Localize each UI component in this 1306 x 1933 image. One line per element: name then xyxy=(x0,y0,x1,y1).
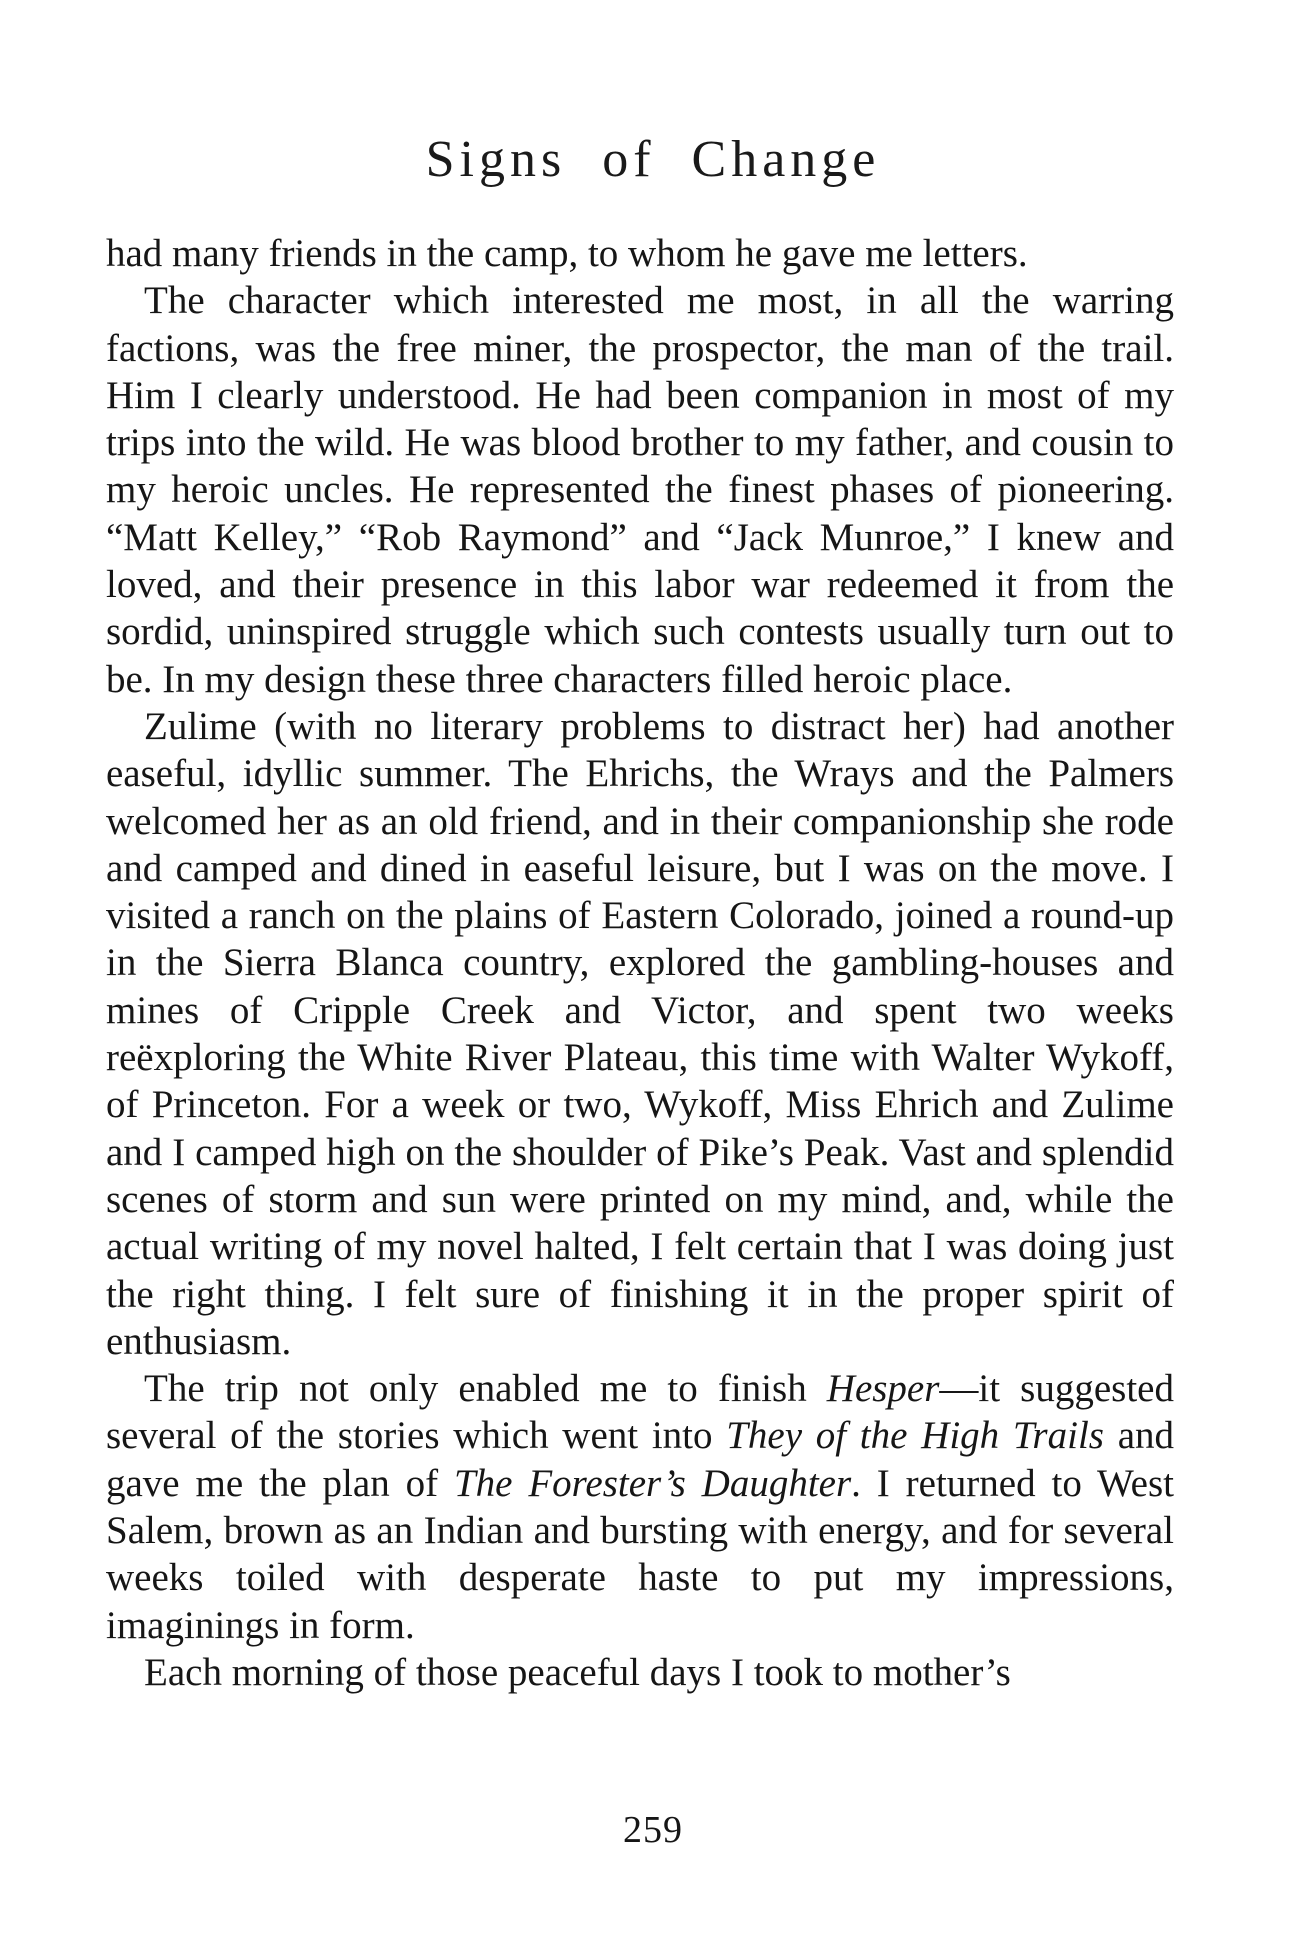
text-segment: Each morning of those peaceful days I took to mother’s xyxy=(144,1650,1011,1694)
paragraph-3 xyxy=(106,703,1174,1365)
text-segment: . I returned to West Salem, brown as an Indian and bursting with energy, and for several weeks toiled with desperate haste to put my impressions, imaginings in form. xyxy=(106,1461,1175,1647)
running-head: Signs of Change xyxy=(425,131,881,188)
paragraph-5 xyxy=(106,1649,1174,1696)
book-title-high-trails: They of the High Trails xyxy=(726,1414,1104,1458)
text-segment: The trip not only enabled me to finish xyxy=(144,1367,827,1411)
body-text xyxy=(106,230,1174,1696)
text-segment: and gave me the plan of xyxy=(106,1414,1174,1505)
paragraph-2 xyxy=(106,277,1174,703)
text-segment: The character which interested me most, in all the warring factions, was the free miner, the prospector, the man of the trail. Him I clearly understood. He had been companion in most of my trips into the wild. He was blood brother to my father, and cousin to my heroic uncles. He represented the finest phases of pioneering. “Matt Kelley,” “Rob Raymond” and “Jack Munroe,” I knew and loved, and their presence in this labor war redeemed it from the sordid, uninspired struggle which such contests usually turn out to be. In my design these three characters filled heroic place. xyxy=(106,279,1174,701)
paragraph-1 xyxy=(106,230,1174,277)
page-number: 259 xyxy=(623,1809,683,1851)
book-title-hesper: Hesper xyxy=(826,1367,940,1411)
text-segment: —it suggested several of the stories which went into xyxy=(106,1367,1174,1458)
text-segment: Zulime (with no literary problems to distract her) had another easeful, idyllic summer. The Ehrichs, the Wrays and the Palmers welcomed her as an old friend, and in their companionship she rode and camped and dined in easeful leisure, but I was on the move. I visited a ranch on the plains of Eastern Colorado, joined a round-up in the Sierra Blanca country, explored the gambling-houses and mines of Cripple Creek and Victor, and spent two weeks reëxploring the White River Plateau, this time with Walter Wykoff, of Princeton. For a week or two, Wykoff, Miss Ehrich and Zulime and I camped high on the shoulder of Pike’s Peak. Vast and splendid scenes of storm and sun were printed on my mind, and, while the actual writing of my novel halted, I felt certain that I was doing just the right thing. I felt sure of finishing it in the proper spirit of enthusiasm. xyxy=(106,704,1174,1363)
paragraph-4 xyxy=(106,1365,1174,1649)
book-title-foresters-daughter: The Forester’s Daughter xyxy=(453,1461,852,1505)
text-segment: had many friends in the camp, to whom he gave me letters. xyxy=(106,232,1028,275)
